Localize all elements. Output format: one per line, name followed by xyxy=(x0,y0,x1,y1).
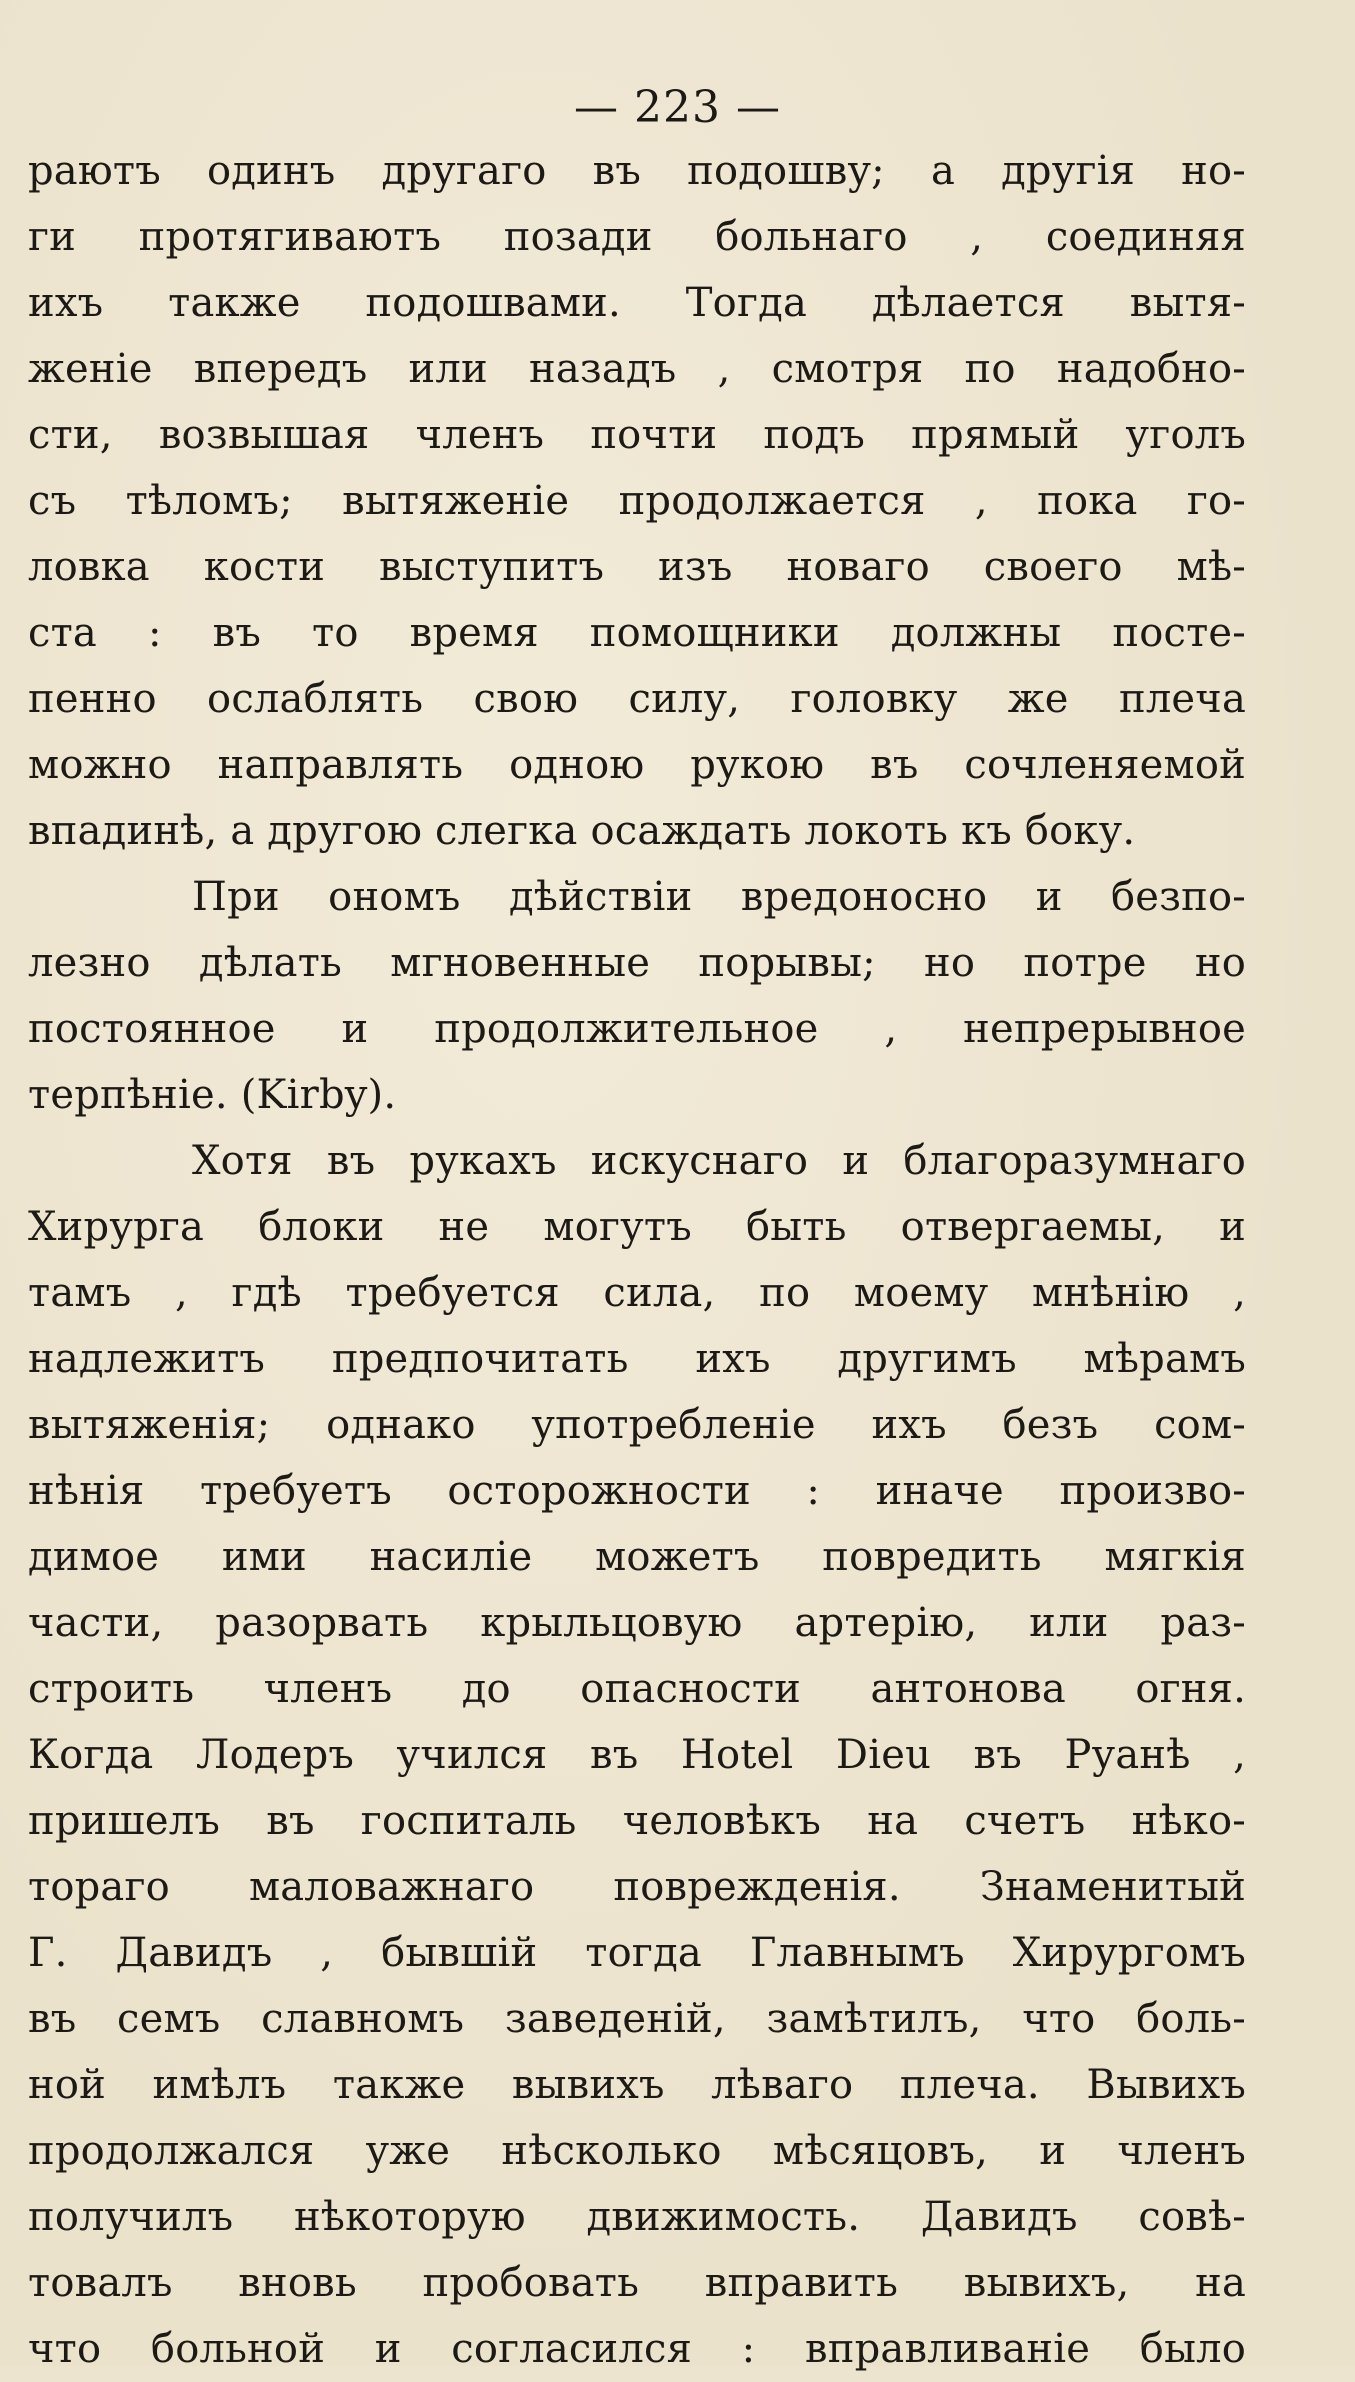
text-line: ста : въ то время помощники должны посте- xyxy=(28,610,1246,656)
text-line: женіе впередъ или назадъ , смотря по надобно- xyxy=(28,346,1246,392)
text-line: димое ими насиліе можетъ повредить мягкія xyxy=(28,1534,1246,1580)
text-line: можно направлять одною рукою въ сочленяемой xyxy=(28,742,1246,788)
paragraph-blocks xyxy=(28,1128,1246,2382)
text-line: тамъ , гдѣ требуется сила, по моему мнѣнію , xyxy=(28,1270,1246,1316)
text-line: товалъ вновь пробовать вправить вывихъ, на xyxy=(28,2260,1246,2306)
text-line: лезно дѣлать мгновенные порывы; но потре но xyxy=(28,940,1246,986)
text-line: получилъ нѣкоторую движимость. Давидъ совѣ- xyxy=(28,2194,1246,2240)
text-line: Когда Лодеръ учился въ Hotel Dieu въ Руанѣ , xyxy=(28,1732,1246,1778)
text-line: что больной и согласился : вправливаніе было xyxy=(28,2326,1246,2372)
text-line: ной имѣлъ также вывихъ лѣваго плеча. Вывихъ xyxy=(28,2062,1246,2108)
page-body xyxy=(28,138,1246,2382)
text-line: впадинѣ, а другою слегка осаждать локоть къ боку. xyxy=(28,808,1136,854)
text-line: части, разорвать крыльцовую артерію, или раз- xyxy=(28,1600,1246,1646)
text-line: тораго маловажнаго поврежденія. Знаменитый xyxy=(28,1864,1246,1910)
text-line: нѣнія требуетъ осторожности : иначе произво- xyxy=(28,1468,1246,1514)
text-line: ловка кости выступитъ изъ новаго своего мѣ- xyxy=(28,544,1246,590)
paragraph-continuation xyxy=(28,138,1246,864)
text-line: Хирурга блоки не могутъ быть отвергаемы, и xyxy=(28,1204,1246,1250)
text-line: терпѣніе. (Kirby). xyxy=(28,1072,397,1118)
text-line: пришелъ въ госпиталь человѣкъ на счетъ нѣко- xyxy=(28,1798,1246,1844)
page-number: — 223 — xyxy=(574,82,781,133)
text-line: пенно ослаблять свою силу, головку же плеча xyxy=(28,676,1246,722)
text-line: строить членъ до опасности антонова огня. xyxy=(28,1666,1246,1712)
text-line: Г. Давидъ , бывшій тогда Главнымъ Хирургомъ xyxy=(28,1930,1246,1976)
text-line: въ семъ славномъ заведеній, замѣтилъ, что боль- xyxy=(28,1996,1246,2042)
text-line: съ тѣломъ; вытяженіе продолжается , пока го- xyxy=(28,478,1246,524)
text-line: вытяженія; однако употребленіе ихъ безъ сом- xyxy=(28,1402,1246,1448)
text-line: При ономъ дѣйствіи вредоносно и безпо- xyxy=(192,874,1246,920)
paragraph-kirby xyxy=(28,864,1246,1128)
text-line: ги протягиваютъ позади больнаго , соединяя xyxy=(28,214,1246,260)
text-line: раютъ одинъ другаго въ подошву; а другія но- xyxy=(28,148,1246,194)
text-line: надлежитъ предпочитать ихъ другимъ мѣрамъ xyxy=(28,1336,1246,1382)
text-line: постоянное и продолжительное , непрерывное xyxy=(28,1006,1246,1052)
text-line: сти, возвышая членъ почти подъ прямый уголъ xyxy=(28,412,1246,458)
text-line: ихъ также подошвами. Тогда дѣлается вытя- xyxy=(28,280,1246,326)
text-line: Хотя въ рукахъ искуснаго и благоразумнаго xyxy=(192,1138,1246,1184)
text-line: продолжался уже нѣсколько мѣсяцовъ, и членъ xyxy=(28,2128,1246,2174)
